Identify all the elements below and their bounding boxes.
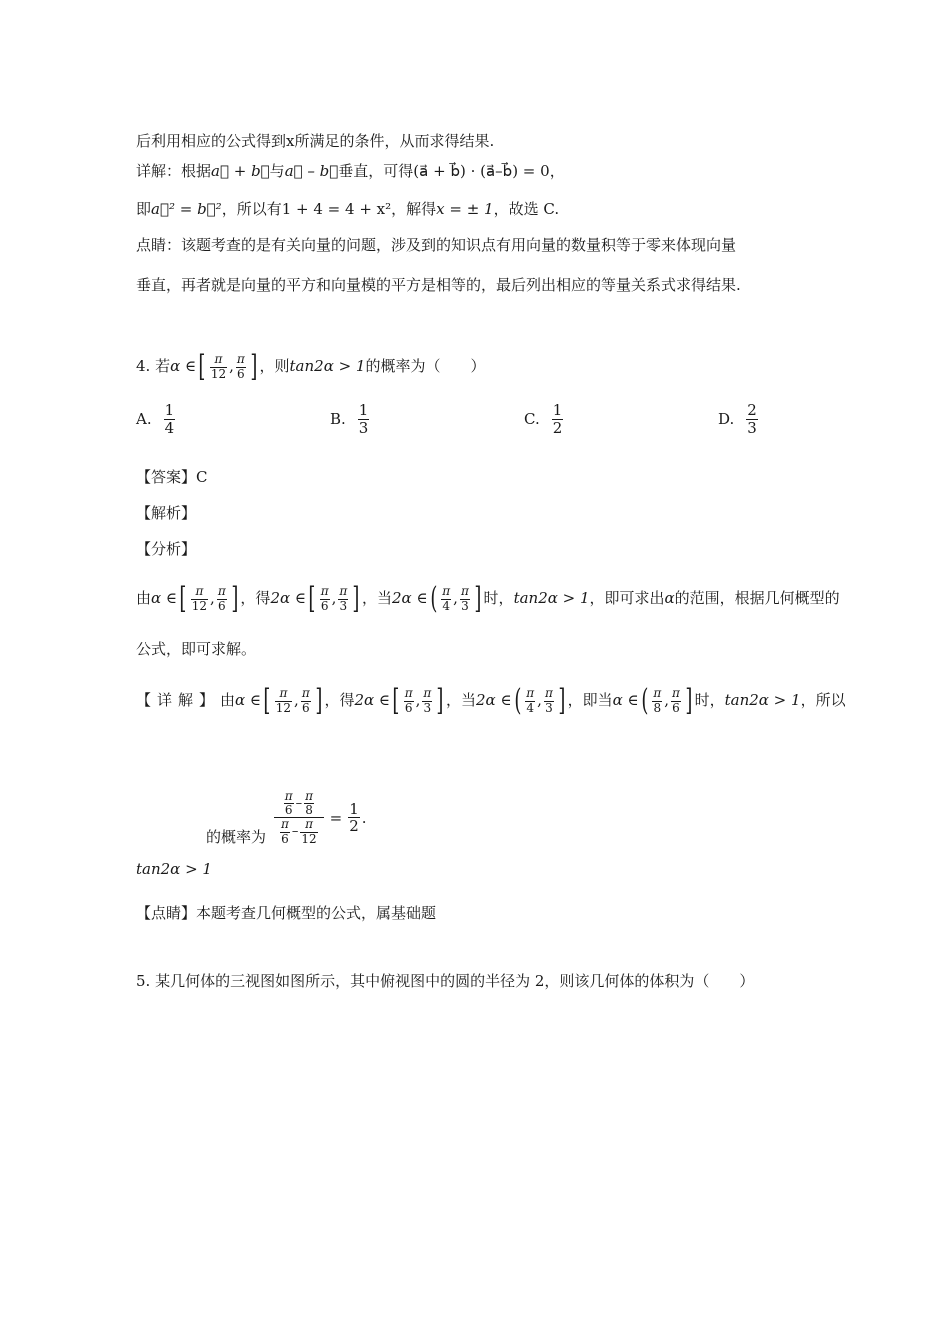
math: 2α ∈: [392, 589, 428, 607]
math: (a⃗ + b⃗) · (a⃗–b⃗) = 0，: [413, 162, 565, 180]
den: 12: [210, 366, 227, 381]
fraction: [300, 818, 317, 845]
bracket-right: ]: [474, 581, 482, 616]
num: 1: [164, 401, 175, 419]
text: ，所以: [800, 691, 846, 709]
math: α: [664, 589, 675, 607]
math: 2α ∈: [476, 691, 512, 709]
num: π: [305, 789, 313, 803]
text: ，则: [259, 357, 290, 375]
num: π: [320, 584, 329, 599]
den: 12: [275, 700, 292, 715]
den: 6: [217, 598, 226, 613]
num: π: [526, 686, 535, 701]
fraction: [525, 687, 535, 714]
equals: =: [329, 808, 343, 827]
answer: 【答案】C: [136, 468, 208, 486]
text: 详解：根据: [136, 162, 212, 180]
fraction: [280, 818, 290, 845]
den: 2: [552, 418, 563, 437]
num: π: [460, 584, 469, 599]
math: α ∈: [151, 589, 178, 607]
option-a: [136, 402, 177, 436]
fraction: [301, 687, 311, 714]
bracket-right: ]: [250, 349, 258, 384]
denominator: [274, 818, 324, 845]
text: 垂直，可得: [338, 162, 414, 180]
remark: 【点睛】本题考查几何概型的公式，属基础题: [136, 904, 437, 922]
detail-line-2: [136, 198, 559, 220]
text: ，当: [446, 691, 477, 709]
text: 由: [220, 691, 236, 709]
num: π: [404, 686, 413, 701]
den: 3: [423, 700, 432, 715]
num: 1: [552, 401, 563, 419]
bracket-left: [: [392, 683, 400, 718]
text: 【详解】: [136, 691, 221, 709]
detail-line-1: [136, 160, 565, 182]
fraction: [441, 585, 451, 612]
den: 4: [442, 598, 451, 613]
fraction: [275, 687, 292, 714]
text: ，得: [324, 691, 355, 709]
numerator: [274, 790, 324, 818]
den: 12: [301, 831, 317, 846]
text: 的概率为（ ）: [365, 357, 486, 375]
bracket-left: [: [308, 581, 316, 616]
fraction: [338, 585, 348, 612]
math: tan2α > 1: [513, 589, 590, 607]
detail-line: 【详解】由α ∈[ $\frac{\pi}{12}$ , $\frac{\pi}{6}$ ] ，得2α ∈[ $\frac{\pi}{6}$ , $\frac{\pi}{3}$ ] ，当2α ∈( $\frac{\pi}{4}$ , $\frac{\pi}{3}$ ] ，即当α ∈( $\frac{\pi}{8}$ , $\frac{\pi}{6}$ ] 时，tan2α > 1，所以: [136, 683, 846, 718]
option-label: D.: [718, 410, 735, 428]
fraction: [746, 402, 758, 436]
math: α ∈: [235, 691, 262, 709]
fraction: [191, 585, 208, 612]
num: π: [442, 584, 451, 599]
num: π: [281, 817, 289, 832]
option-label: B.: [330, 410, 346, 428]
den: 3: [339, 598, 348, 613]
num: π: [301, 686, 310, 701]
probability-condition: tan2α > 1: [136, 860, 212, 878]
num: π: [300, 818, 317, 832]
question-4: 4. 若α ∈[ $\frac{\pi}{12}$ , $\frac{\pi}{6}$ ] ，则tan2α > 1的概率为（ ）: [136, 349, 486, 384]
den: 3: [358, 418, 369, 437]
analysis-line-1: 由α ∈[ $\frac{\pi}{12}$ , $\frac{\pi}{6}$ ] ，得2α ∈[ $\frac{\pi}{6}$ , $\frac{\pi}{3}$ ] ，当2α ∈( $\frac{\pi}{4}$ , $\frac{\pi}{3}$ ] 时，tan2α > 1，即可求出α的范围，根据几何概型的: [136, 581, 840, 616]
paren-left: (: [429, 581, 437, 616]
math: tan2α > 1: [289, 357, 366, 375]
text: 即: [136, 200, 152, 218]
text: 时，: [694, 691, 725, 709]
num: π: [284, 789, 293, 803]
fraction: [210, 353, 227, 380]
num: π: [423, 686, 432, 701]
num: 1: [358, 401, 369, 419]
fraction: [164, 402, 176, 436]
den: 6: [672, 700, 680, 715]
bracket-left: [: [263, 683, 271, 718]
den: 6: [320, 598, 329, 613]
text: ，故选 C.: [493, 200, 560, 218]
math: a⃗ + b⃗: [211, 162, 270, 180]
text: 4. 若: [136, 357, 171, 375]
analysis-heading: 【解析】: [136, 504, 197, 522]
text: 与: [269, 162, 285, 180]
fraction: [404, 687, 414, 714]
num: π: [217, 584, 226, 599]
bracket-right: ]: [352, 581, 360, 616]
num: π: [210, 353, 227, 367]
text-line: 点睛：该题考查的是有关向量的问题，涉及到的知识点有用向量的数量积等于零来体现向量: [136, 236, 737, 254]
math: 2α ∈: [354, 691, 390, 709]
bracket-left: [: [179, 581, 187, 616]
fraction: [304, 790, 314, 817]
math: a⃗ – b⃗: [284, 162, 339, 180]
probability-label: 的概率为: [206, 828, 267, 846]
text: ，得: [240, 589, 271, 607]
num: π: [275, 687, 292, 701]
bracket-right: ]: [315, 683, 323, 718]
probability-fraction: [272, 790, 367, 846]
fraction: [284, 790, 294, 817]
text-line: 后利用相应的公式得到x所满足的条件，从而求得结果.: [136, 132, 495, 150]
den: 8: [305, 803, 313, 818]
den: 4: [526, 700, 535, 715]
minus: –: [295, 796, 303, 812]
den: 3: [545, 700, 553, 715]
fraction: [460, 585, 470, 612]
text: ，所以有: [221, 200, 282, 218]
bracket-right: ]: [436, 683, 444, 718]
den: 6: [237, 366, 245, 381]
fraction: [358, 402, 370, 436]
den: 2: [349, 817, 359, 836]
num: π: [653, 686, 662, 701]
fraction: [217, 585, 227, 612]
fraction: [544, 687, 554, 714]
math: x = ± 1: [436, 200, 494, 218]
text-line: 垂直，再者就是向量的平方和向量模的平方是相等的，最后列出相应的等量关系式求得结果.: [136, 276, 741, 294]
bracket-right: ]: [231, 581, 239, 616]
math: α ∈: [612, 691, 639, 709]
text: 的范围，根据几何概型的: [674, 589, 840, 607]
den: 6: [404, 700, 413, 715]
option-label: A.: [136, 410, 152, 428]
fraction: [236, 353, 246, 380]
num: π: [544, 686, 553, 701]
result-fraction: [348, 801, 360, 835]
den: 4: [164, 418, 175, 437]
num: 1: [349, 799, 359, 818]
den: 6: [281, 831, 289, 846]
option-b: [330, 402, 371, 436]
num: 2: [747, 401, 757, 419]
text: ，即当: [567, 691, 613, 709]
text: 时，: [483, 589, 514, 607]
analysis-line-2: 公式，即可求解。: [136, 640, 257, 658]
text: ，解得: [391, 200, 437, 218]
num: π: [191, 585, 208, 599]
option-label: C.: [524, 410, 540, 428]
den: 12: [191, 598, 208, 613]
fenxi-heading: 【分析】: [136, 540, 197, 558]
bracket-right: ]: [558, 683, 566, 718]
den: 6: [284, 803, 293, 818]
fraction: [652, 687, 662, 714]
math: 2α ∈: [270, 589, 306, 607]
period: .: [361, 808, 367, 827]
minus: –: [291, 824, 299, 840]
fraction: [320, 585, 330, 612]
paren-left: (: [640, 683, 648, 718]
bracket-right: ]: [685, 683, 693, 718]
fraction: [552, 402, 564, 436]
big-fraction: [274, 790, 324, 846]
num: π: [236, 352, 245, 367]
question-5: 5. 某几何体的三视图如图所示，其中俯视图中的圆的半径为 2，则该几何体的体积为（ ）: [136, 972, 755, 990]
math: tan2α > 1: [724, 691, 801, 709]
math: α ∈: [170, 357, 197, 375]
option-d: [718, 402, 760, 436]
den: 8: [653, 700, 662, 715]
bracket-left: [: [198, 349, 206, 384]
text: ，即可求出: [589, 589, 665, 607]
text: 由: [136, 589, 152, 607]
math: 1 + 4 = 4 + x²: [281, 200, 392, 218]
fraction: [671, 687, 681, 714]
text: ，当: [361, 589, 392, 607]
num: π: [671, 686, 680, 701]
fraction: [422, 687, 432, 714]
paren-left: (: [513, 683, 521, 718]
math: a⃗² = b⃗²: [151, 200, 222, 218]
den: 3: [747, 418, 757, 437]
num: π: [339, 584, 348, 599]
den: 6: [301, 700, 310, 715]
option-c: [524, 402, 565, 436]
den: 3: [461, 598, 469, 613]
